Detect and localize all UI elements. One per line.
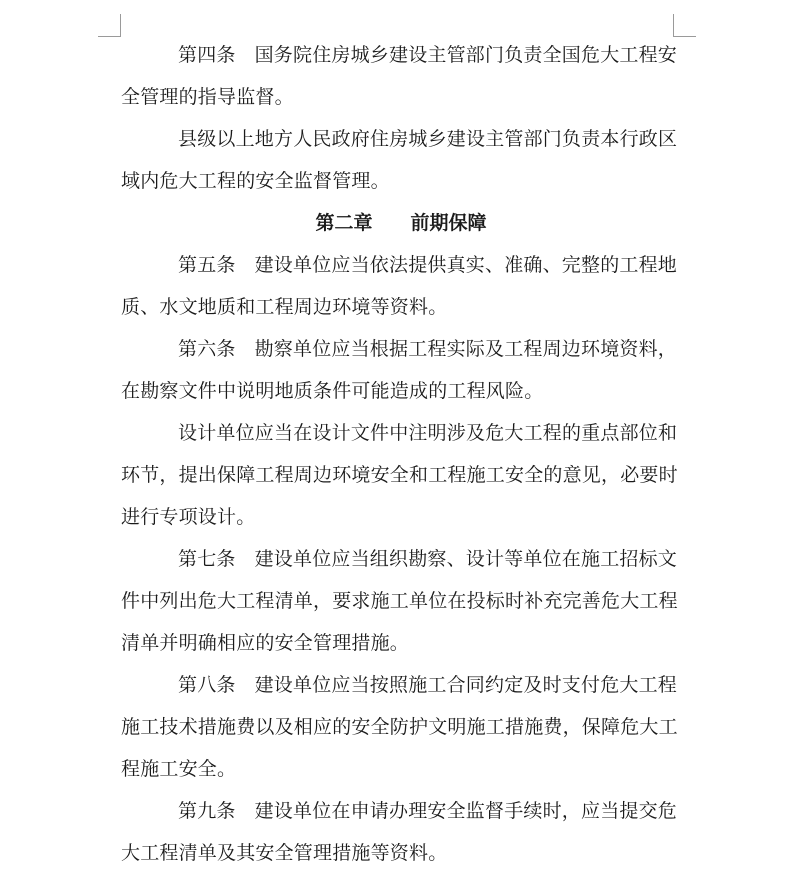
article-4 xyxy=(121,34,681,118)
article-5 xyxy=(121,244,681,328)
margin-corner-mark-left xyxy=(98,14,121,37)
article-number: 第六条 xyxy=(178,338,236,360)
article-text: 建设单位应当按照施工合同约定及时支付危大工程施工技术措施费以及相应的安全防护文明施工措施费，保障危大工程施工安全。 xyxy=(121,674,678,780)
article-number: 第八条 xyxy=(178,674,236,696)
article-text: 县级以上地方人民政府住房城乡建设主管部门负责本行政区域内危大工程的安全监督管理。 xyxy=(121,128,678,192)
article-text: 设计单位应当在设计文件中注明涉及危大工程的重点部位和环节，提出保障工程周边环境安全和工程施工安全的意见，必要时进行专项设计。 xyxy=(121,422,678,528)
article-6 xyxy=(121,328,681,412)
article-number: 第七条 xyxy=(178,548,236,570)
chapter-title: 前期保障 xyxy=(410,212,487,234)
article-text: 建设单位应当组织勘察、设计等单位在施工招标文件中列出危大工程清单，要求施工单位在投标时补充完善危大工程清单并明确相应的安全管理措施。 xyxy=(121,548,678,654)
article-text: 国务院住房城乡建设主管部门负责全国危大工程安全管理的指导监督。 xyxy=(121,44,678,108)
article-number: 第五条 xyxy=(178,254,236,276)
article-8 xyxy=(121,664,681,790)
article-text: 建设单位应当依法提供真实、准确、完整的工程地质、水文地质和工程周边环境等资料。 xyxy=(121,254,678,318)
article-7 xyxy=(121,538,681,664)
article-6-paragraph-2 xyxy=(121,412,681,538)
article-number: 第九条 xyxy=(178,800,236,822)
article-9 xyxy=(121,790,681,874)
article-4-paragraph-2 xyxy=(121,118,681,202)
chapter-heading xyxy=(121,202,681,244)
article-text: 建设单位在申请办理安全监督手续时，应当提交危大工程清单及其安全管理措施等资料。 xyxy=(121,800,678,864)
document-body xyxy=(121,34,681,874)
chapter-number: 第二章 xyxy=(315,212,373,234)
article-number: 第四条 xyxy=(178,44,236,66)
article-text: 勘察单位应当根据工程实际及工程周边环境资料，在勘察文件中说明地质条件可能造成的工程风险。 xyxy=(121,338,678,402)
